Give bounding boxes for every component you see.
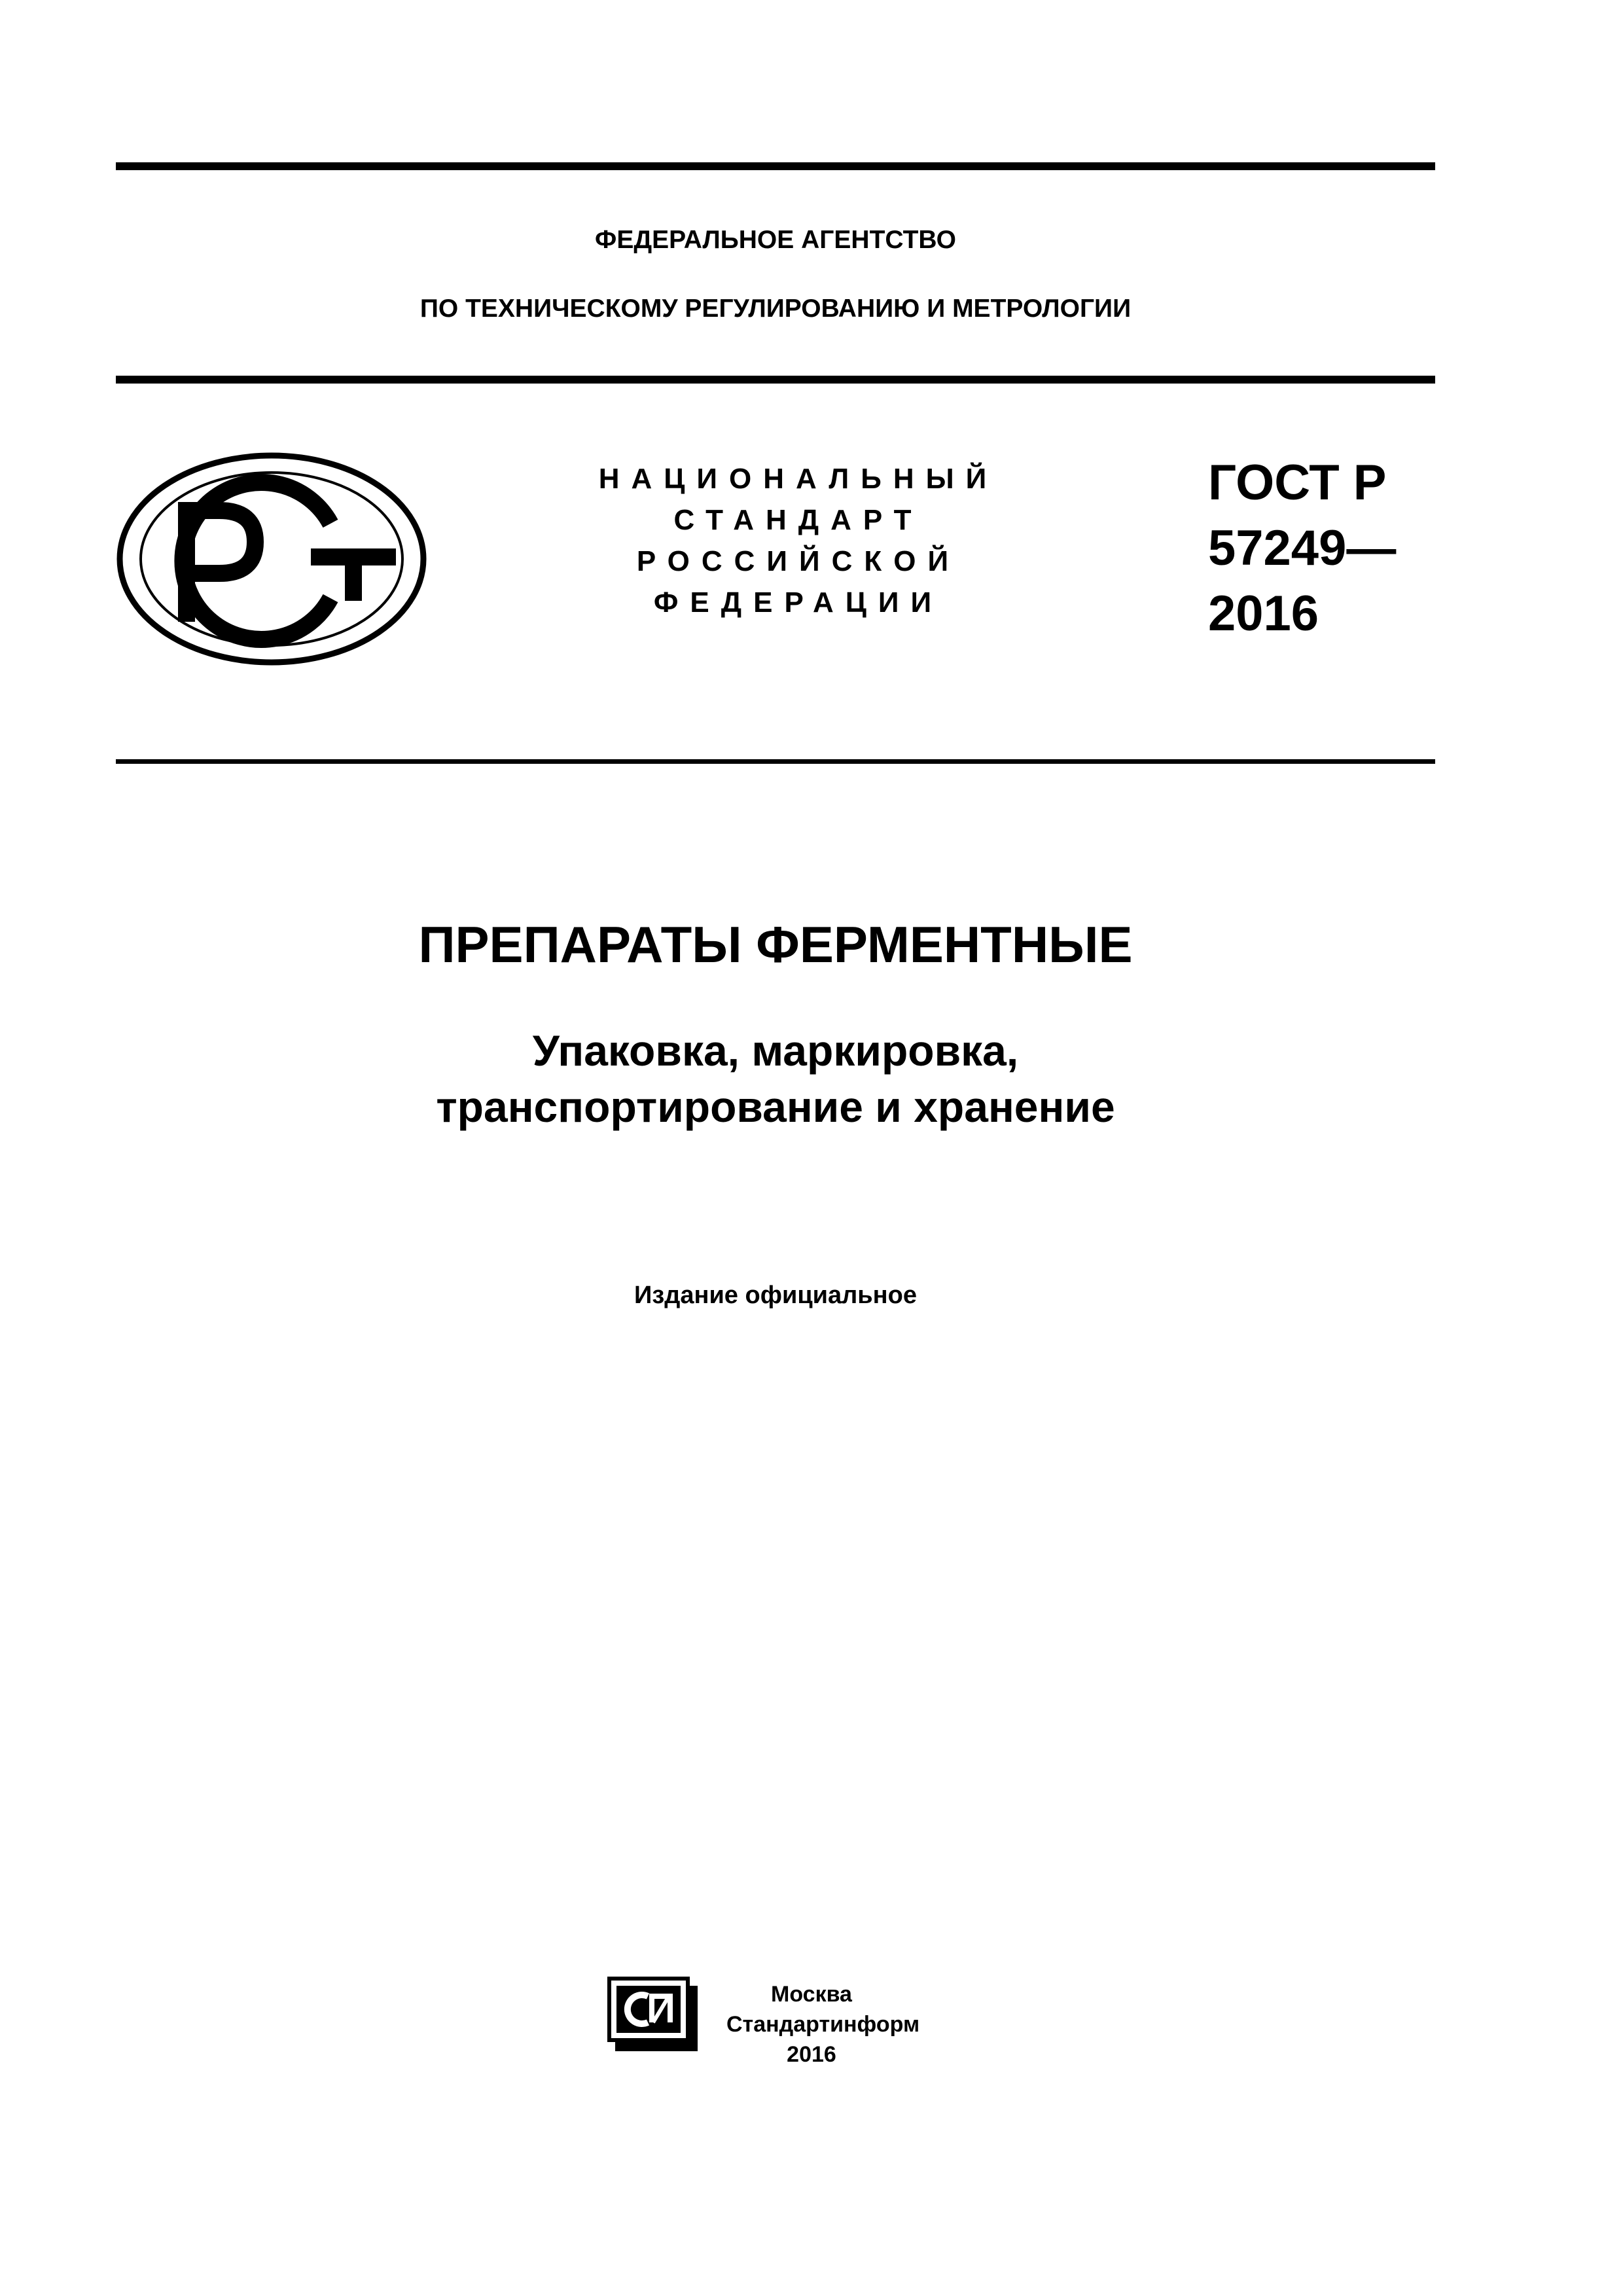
document-title: ПРЕПАРАТЫ ФЕРМЕНТНЫЕ: [418, 916, 1133, 973]
publisher-name: Стандартинформ: [726, 2012, 920, 2037]
agency-bottom-rule: [116, 376, 1435, 384]
top-rule: [116, 162, 1435, 170]
edition-label: Издание официальное: [634, 1282, 917, 1309]
designation-line-2: 57249—: [1208, 520, 1397, 576]
standard-designation: [1208, 450, 1396, 647]
publisher-block: [726, 1979, 920, 2070]
agency-line-1: ФЕДЕРАЛЬНОЕ АГЕНТСТВО: [595, 226, 956, 254]
rst-emblem-icon: [115, 450, 429, 668]
agency-line-2: ПО ТЕХНИЧЕСКОМУ РЕГУЛИРОВАНИЮ И МЕТРОЛОГИИ: [419, 295, 1132, 323]
standard-type-line: ФЕДЕРАЦИИ: [653, 586, 944, 619]
subtitle-line-2: транспортирование и хранение: [436, 1083, 1115, 1131]
standard-type-line: НАЦИОНАЛЬНЫЙ: [598, 463, 999, 495]
publication-year: 2016: [787, 2042, 836, 2067]
document-subtitle: [116, 1022, 1435, 1135]
designation-line-3: 2016: [1208, 586, 1319, 641]
header-bottom-rule: [116, 759, 1435, 764]
standard-type-block: [576, 458, 1021, 623]
standard-type-line: СТАНДАРТ: [673, 504, 923, 536]
standard-type-line: РОССИЙСКОЙ: [636, 545, 961, 577]
standartinform-logo-icon: [607, 1977, 705, 2059]
subtitle-line-1: Упаковка, маркировка,: [532, 1026, 1019, 1075]
publisher-city: Москва: [771, 1982, 852, 2007]
designation-line-1: ГОСТ Р: [1208, 455, 1387, 511]
